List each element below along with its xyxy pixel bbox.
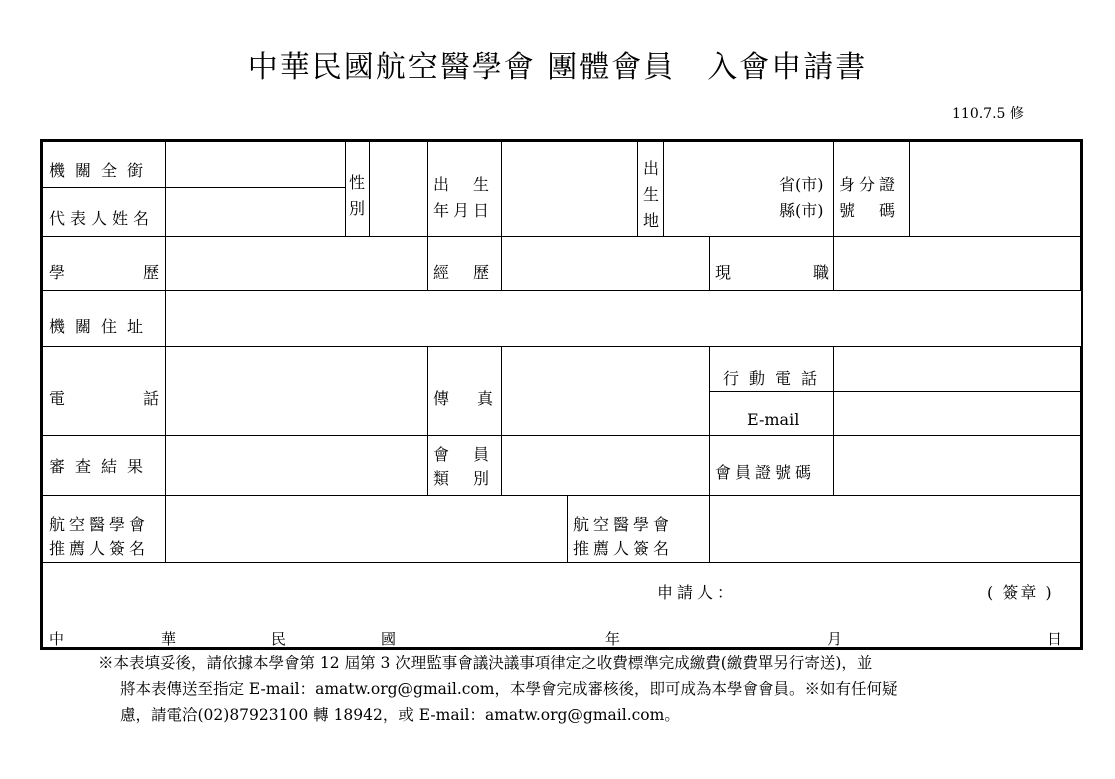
email-label: E-mail: [747, 410, 800, 429]
org-name-label: 機關全銜: [49, 161, 154, 180]
birthplace-label-2: 生: [643, 185, 660, 204]
date-char-min: 民: [271, 630, 287, 648]
current-job-label-2: 職: [813, 263, 830, 282]
applicant-label: 申請人：: [657, 583, 738, 602]
footnote-line-3: 慮，請電洽(02)87923100 轉 18942，或 E-mail：amatw.org@gmail.com。: [120, 706, 680, 724]
address-field[interactable]: [166, 291, 1081, 346]
id-label-1: 身分證: [839, 175, 900, 194]
recommender-signature-1[interactable]: [166, 496, 566, 562]
province-label: 省(市): [779, 175, 824, 194]
phone-label-2: 話: [143, 389, 160, 408]
footnote: [98, 650, 1038, 728]
experience-label: 經 歷: [433, 263, 494, 282]
rep-name-field[interactable]: [166, 188, 344, 236]
mobile-field[interactable]: [834, 347, 1082, 391]
recommender-label-1a: 航空醫學會: [49, 515, 150, 534]
experience-field[interactable]: [502, 237, 708, 290]
email-field[interactable]: [834, 392, 1082, 435]
gender-label-1: 性: [349, 173, 366, 192]
member-id-label: 會員證號碼: [715, 463, 816, 482]
rep-name-label: 代表人姓名: [49, 209, 155, 228]
id-number-field[interactable]: [910, 143, 1082, 236]
seal-label: ( 簽章 ): [987, 583, 1054, 602]
recommender-signature-2[interactable]: [710, 496, 1082, 562]
education-label-2: 歷: [143, 263, 160, 282]
fax-label: 傳 真: [433, 389, 500, 408]
county-label: 縣(市): [779, 201, 824, 220]
gender-label-2: 別: [349, 199, 366, 218]
org-name-field[interactable]: [166, 143, 344, 187]
recommender-label-2a: 航空醫學會: [573, 515, 674, 534]
birthplace-label-3: 地: [643, 211, 660, 230]
page-title: 中華民國航空醫學會 團體會員 入會申請書: [247, 50, 868, 85]
phone-field[interactable]: [166, 347, 426, 435]
fax-field[interactable]: [502, 347, 708, 435]
member-type-label-2: 類 別: [433, 469, 494, 488]
recommender-label-1b: 推薦人簽名: [49, 539, 150, 558]
date-char-month: 月: [827, 630, 843, 648]
member-type-label-1: 會 員: [433, 445, 494, 464]
recommender-label-2b: 推薦人簽名: [573, 539, 674, 558]
education-field[interactable]: [166, 237, 426, 290]
current-job-label-1: 現: [715, 263, 732, 282]
birthplace-label-1: 出: [643, 159, 660, 178]
mobile-label: 行動電話: [723, 369, 828, 388]
date-char-zhong: 中: [49, 630, 65, 648]
date-char-hua: 華: [161, 630, 177, 648]
member-id-field[interactable]: [834, 436, 1082, 495]
review-label: 審查結果: [49, 457, 154, 476]
education-label-1: 學: [49, 263, 66, 282]
date-char-day: 日: [1047, 630, 1063, 648]
id-label-2: 號 碼: [839, 201, 900, 220]
footnote-line-1: ※本表填妥後，請依據本學會第 12 屆第 3 次理監事會議決議事項律定之收費標準完成繳費(繳費單另行寄送)，並: [98, 654, 873, 672]
phone-label-1: 電: [49, 389, 66, 408]
date-char-guo: 國: [381, 630, 397, 648]
revision-note: 110.7.5 修: [952, 106, 1024, 122]
footnote-line-2: 將本表傳送至指定 E-mail：amatw.org@gmail.com，本學會完成審核後，即可成為本學會會員。※如有任何疑: [120, 680, 898, 698]
current-job-field[interactable]: [834, 237, 1082, 290]
birthdate-field[interactable]: [502, 143, 636, 236]
gender-field[interactable]: [370, 143, 426, 236]
application-form-table: [40, 139, 1083, 650]
birth-label-2: 年月日: [433, 201, 494, 220]
birth-label-1: 出 生: [433, 175, 494, 194]
address-label: 機關住址: [49, 317, 154, 336]
date-char-year: 年: [605, 630, 621, 648]
